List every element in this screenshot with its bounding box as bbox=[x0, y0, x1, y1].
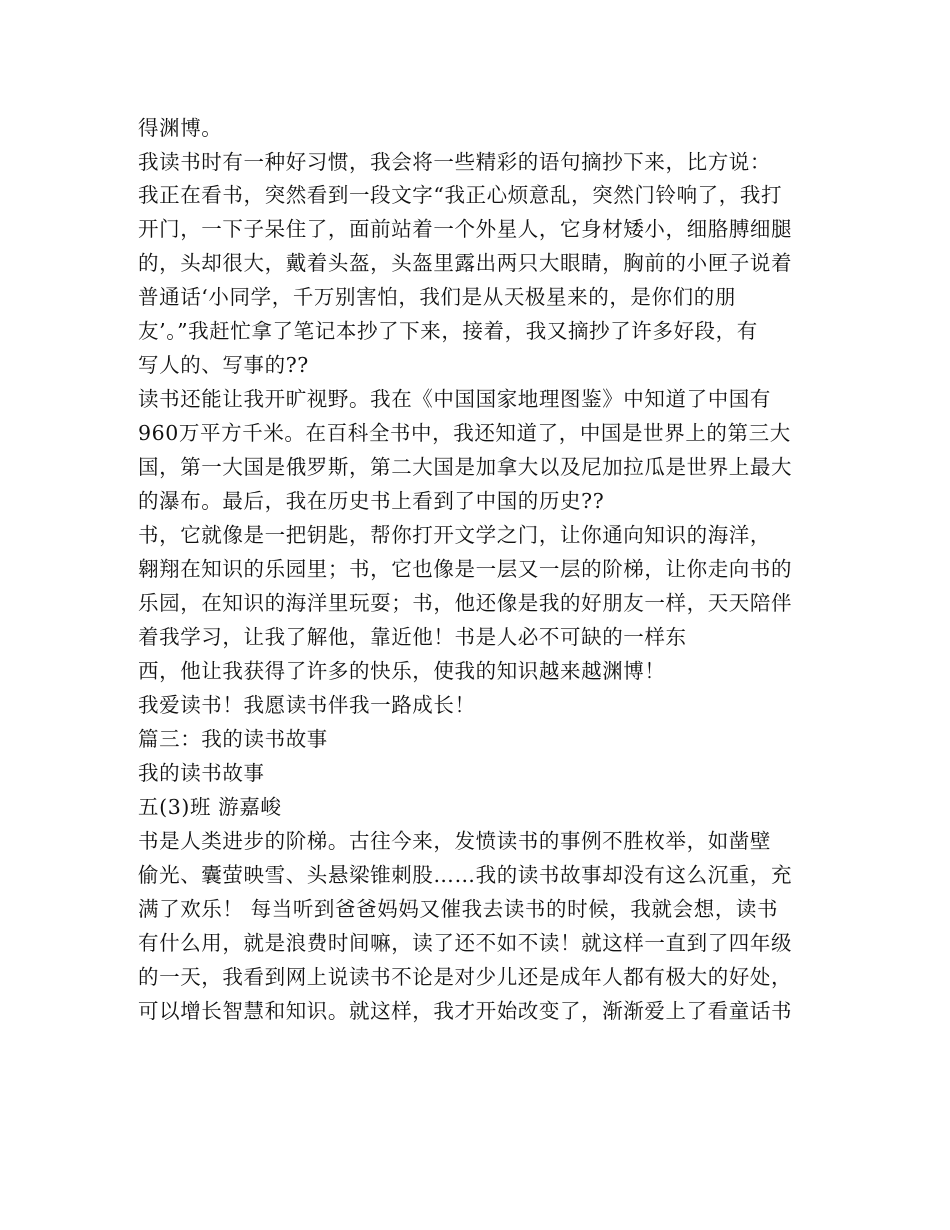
text-line: 书，它就像是一把钥匙，帮你打开文学之门，让你通向知识的海洋， bbox=[138, 523, 771, 547]
text-line: 书是人类进步的阶梯。古往今来，发愤读书的事例不胜枚举，如凿壁 bbox=[138, 829, 771, 853]
text-line: 可以增长智慧和知识。就这样，我才开始改变了，渐渐爱上了看童话书 bbox=[138, 999, 793, 1023]
section-heading: 篇三：我的读书故事 bbox=[138, 727, 328, 751]
text-line: 有什么用，就是浪费时间嘛，读了还不如不读！就这样一直到了四年级 bbox=[138, 931, 793, 955]
text-line: 我正在看书，突然看到一段文字“我正心烦意乱，突然门铃响了，我打 bbox=[138, 183, 783, 207]
text-line: 写人的、写事的?? bbox=[138, 353, 309, 377]
text-line: 着我学习，让我了解他，靠近他！书是人必不可缺的一样东 bbox=[138, 625, 687, 649]
text-line: 偷光、囊萤映雪、头悬梁锥刺股……我的读书故事却没有这么沉重，充 bbox=[138, 863, 793, 887]
text-line: 的瀑布。最后，我在历史书上看到了中国的历史?? bbox=[138, 489, 605, 513]
text-line: 普通话‘小同学，千万别害怕，我们是从天极星来的，是你们的朋 bbox=[138, 285, 736, 309]
author-line: 五(3)班 游嘉峻 bbox=[138, 795, 282, 819]
text-line: 我读书时有一种好习惯，我会将一些精彩的语句摘抄下来，比方说： bbox=[138, 150, 771, 174]
text-line: 西，他让我获得了许多的快乐，使我的知识越来越渊博！ bbox=[138, 659, 666, 683]
text-line: 得渊博。 bbox=[138, 116, 223, 140]
text-line: 的，头却很大，戴着头盔，头盔里露出两只大眼睛，胸前的小匣子说着 bbox=[138, 251, 793, 275]
text-line: 国，第一大国是俄罗斯，第二大国是加拿大以及尼加拉瓜是世界上最大 bbox=[138, 455, 793, 479]
text-line: 我爱读书！我愿读书伴我一路成长！ bbox=[138, 693, 476, 717]
text-line: 满了欢乐！ 每当听到爸爸妈妈又催我去读书的时候，我就会想，读书 bbox=[138, 897, 779, 921]
text-line: 友’。”我赶忙拿了笔记本抄了下来，接着，我又摘抄了许多好段，有 bbox=[138, 319, 758, 343]
text-line: 的一天，我看到网上说读书不论是对少儿还是成年人都有极大的好处， bbox=[138, 965, 793, 989]
text-line: 960万平方千米。在百科全书中，我还知道了，中国是世界上的第三大 bbox=[138, 421, 791, 445]
text-line: 乐园，在知识的海洋里玩耍；书，他还像是我的好朋友一样，天天陪伴 bbox=[138, 591, 793, 615]
text-line: 开门，一下子呆住了，面前站着一个外星人，它身材矮小，细胳膊细腿 bbox=[138, 217, 793, 241]
story-title: 我的读书故事 bbox=[138, 761, 265, 785]
text-line: 读书还能让我开旷视野。我在《中国国家地理图鉴》中知道了中国有 bbox=[138, 387, 771, 411]
text-line: 翱翔在知识的乐园里；书，它也像是一层又一层的阶梯，让你走向书的 bbox=[138, 557, 793, 581]
